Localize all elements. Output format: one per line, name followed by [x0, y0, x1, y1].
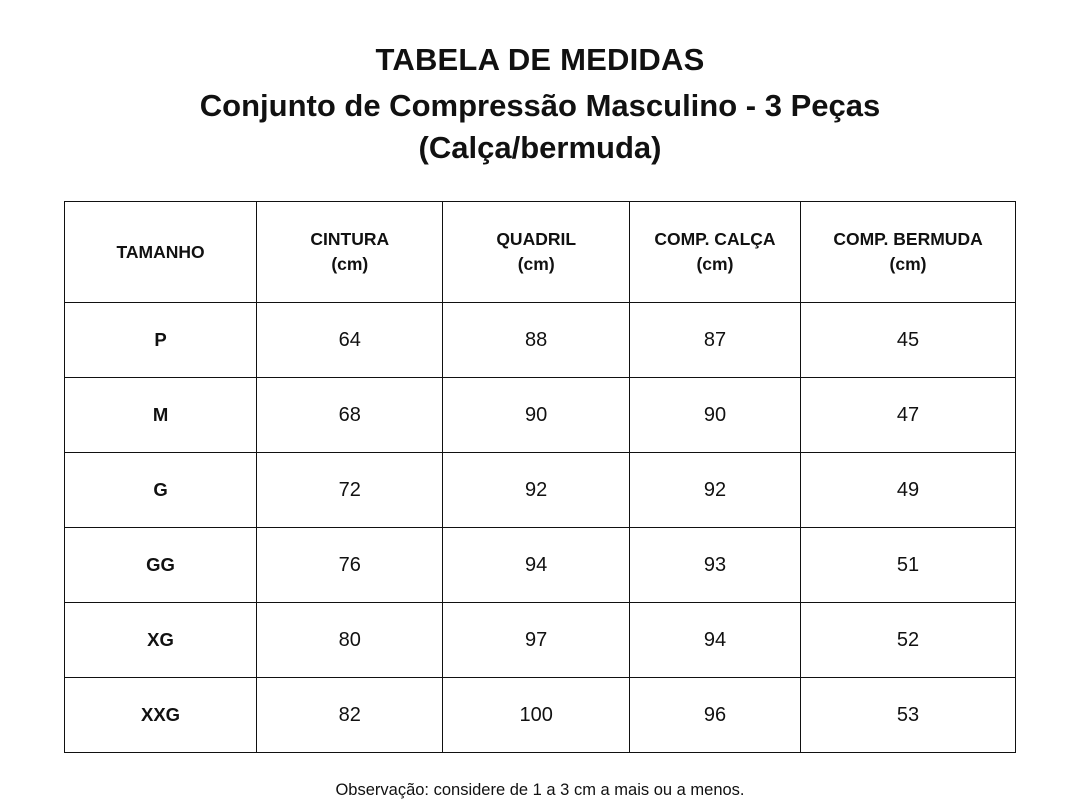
cell-quadril: 88	[443, 303, 629, 378]
table-row	[65, 303, 1016, 378]
cell-cintura: 82	[257, 678, 443, 753]
cell-cintura: 72	[257, 453, 443, 528]
cell-comp-calca: 94	[629, 603, 800, 678]
column-header-quadril-line1: QUADRIL	[496, 228, 577, 249]
cell-comp-bermuda: 45	[801, 303, 1016, 378]
cell-comp-bermuda: 51	[801, 528, 1016, 603]
table-header	[65, 202, 1016, 303]
table-row	[65, 603, 1016, 678]
cell-comp-calca: 93	[629, 528, 800, 603]
column-header-cintura-line1: CINTURA	[310, 228, 390, 249]
cell-comp-bermuda: 49	[801, 453, 1016, 528]
cell-tamanho: XXG	[65, 678, 257, 753]
cell-cintura: 64	[257, 303, 443, 378]
cell-tamanho: XG	[65, 603, 257, 678]
cell-quadril: 100	[443, 678, 629, 753]
cell-tamanho: M	[65, 378, 257, 453]
cell-comp-bermuda: 52	[801, 603, 1016, 678]
column-header-cintura-line2: (cm)	[331, 254, 369, 275]
title-line-variant: (Calça/bermuda)	[418, 129, 662, 165]
cell-quadril: 90	[443, 378, 629, 453]
column-header-comp-bermuda-line1: COMP. BERMUDA	[833, 228, 983, 249]
column-header-comp-calca-line2: (cm)	[696, 254, 734, 275]
column-header-quadril	[443, 202, 629, 303]
cell-comp-calca: 90	[629, 378, 800, 453]
title-line-main: TABELA DE MEDIDAS	[375, 42, 705, 77]
column-header-cintura	[257, 202, 443, 303]
table-row	[65, 528, 1016, 603]
cell-cintura: 80	[257, 603, 443, 678]
cell-quadril: 97	[443, 603, 629, 678]
table-row	[65, 678, 1016, 753]
cell-comp-bermuda: 47	[801, 378, 1016, 453]
cell-tamanho: P	[65, 303, 257, 378]
column-header-comp-calca	[629, 202, 800, 303]
cell-cintura: 68	[257, 378, 443, 453]
table-header-row	[65, 202, 1016, 303]
cell-comp-calca: 92	[629, 453, 800, 528]
column-header-comp-bermuda	[801, 202, 1016, 303]
observation-note: Observação: considere de 1 a 3 cm a mais ou a menos.	[335, 781, 745, 800]
table-row	[65, 453, 1016, 528]
measurements-table-container	[64, 201, 1016, 753]
measurements-table	[64, 201, 1016, 753]
cell-quadril: 94	[443, 528, 629, 603]
cell-comp-calca: 87	[629, 303, 800, 378]
cell-tamanho: G	[65, 453, 257, 528]
table-row	[65, 378, 1016, 453]
column-header-comp-bermuda-line2: (cm)	[889, 254, 927, 275]
column-header-tamanho	[65, 202, 257, 303]
column-header-tamanho-line1: TAMANHO	[116, 241, 205, 262]
cell-quadril: 92	[443, 453, 629, 528]
cell-tamanho: GG	[65, 528, 257, 603]
page-title	[0, 40, 1080, 168]
column-header-comp-calca-line1: COMP. CALÇA	[654, 228, 776, 249]
table-body	[65, 303, 1016, 753]
cell-comp-calca: 96	[629, 678, 800, 753]
cell-cintura: 76	[257, 528, 443, 603]
column-header-quadril-line2: (cm)	[517, 254, 555, 275]
title-line-product: Conjunto de Compressão Masculino - 3 Peças	[199, 87, 881, 123]
cell-comp-bermuda: 53	[801, 678, 1016, 753]
